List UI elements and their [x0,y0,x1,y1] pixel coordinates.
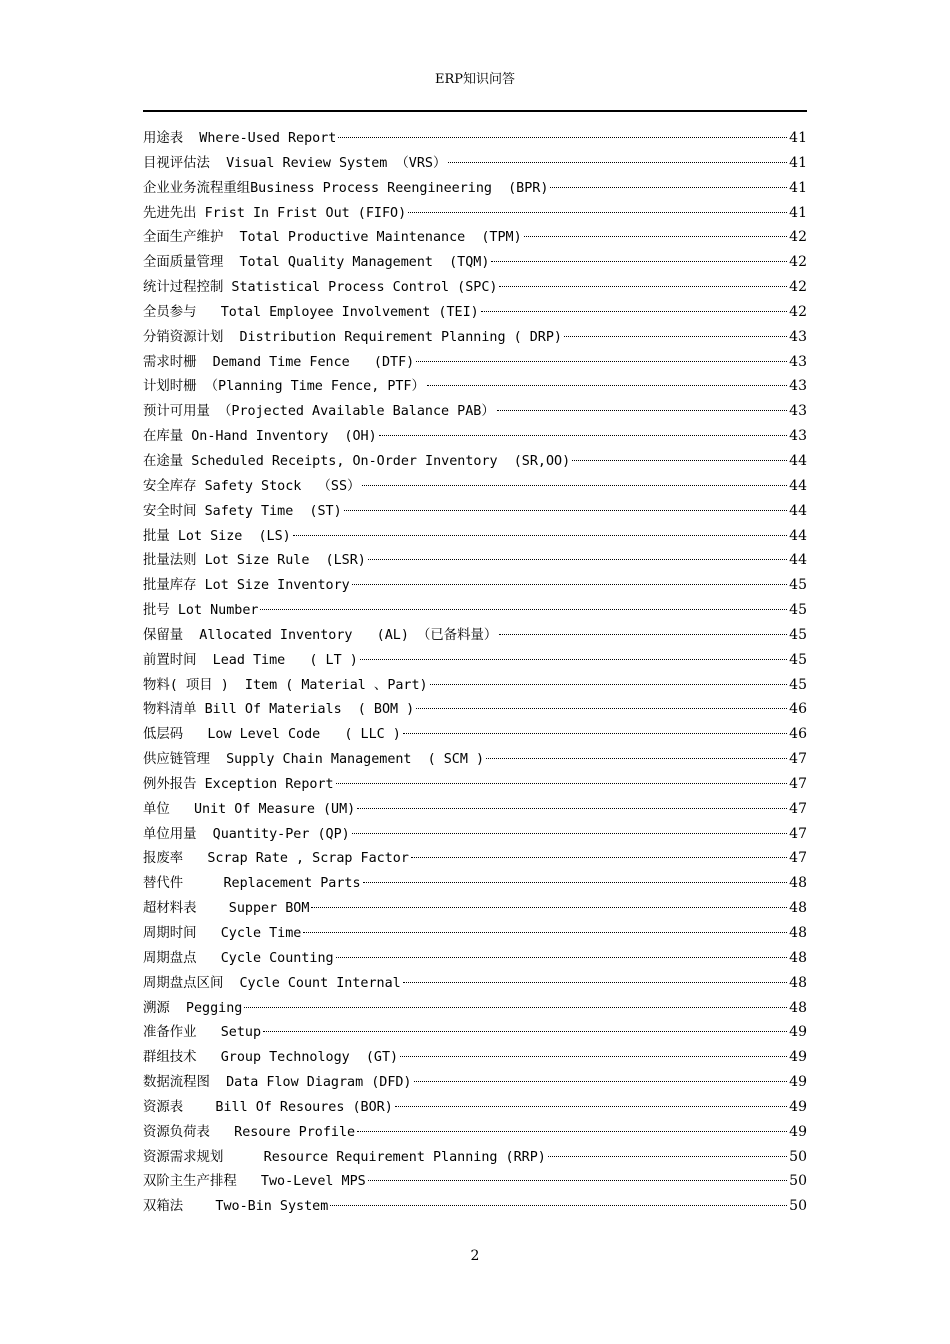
toc-entry[interactable] [143,325,807,350]
toc-entry-page: 48 [789,974,807,991]
toc-entry[interactable] [143,673,807,698]
toc-entry-title: 全员参与 Total Employee Involvement (TEI) [143,304,479,320]
toc-entry-title: 前置时间 Lead Time ( LT ) [143,652,358,668]
toc-entry-page: 49 [789,1074,807,1091]
toc-entry-page: 42 [789,303,807,320]
toc-entry-title: 统计过程控制 Statistical Process Control (SPC) [143,280,498,296]
toc-entry-title: 报废率 Scrap Rate , Scrap Factor [143,851,409,867]
toc-entry[interactable] [143,797,807,822]
toc-entry[interactable] [143,946,807,971]
toc-entry-page: 45 [789,602,807,619]
toc-entry-page: 45 [789,626,807,643]
dot-leader [497,410,787,411]
toc-entry-title: 例外报告 Exception Report [143,776,334,792]
toc-entry-title: 物料清单 Bill Of Materials ( BOM ) [143,702,415,718]
toc-entry-title: 用途表 Where-Used Report [143,131,337,146]
dot-leader [427,385,787,386]
toc-entry-page: 44 [789,552,807,569]
toc-entry[interactable] [143,623,807,648]
dot-leader [572,460,787,461]
dot-leader [368,1180,787,1181]
toc-entry-title: 在途量 Scheduled Receipts, On-Order Inventory (SR,OO) [143,453,571,469]
toc-entry-title: 超材料表 Supper BOM [143,901,310,917]
toc-entry[interactable] [143,275,807,300]
toc-entry[interactable] [143,1095,807,1120]
dot-leader [352,833,787,834]
dot-leader [524,236,788,237]
toc-entry-title: 替代件 Replacement Parts [143,876,361,892]
toc-entry[interactable] [143,846,807,871]
dot-leader [330,1205,787,1206]
dot-leader [362,485,787,486]
toc-entry-page: 41 [789,130,807,146]
dot-leader [357,1131,787,1132]
toc-entry-title: 群组技术 Group Technology (GT) [143,1050,399,1066]
toc-entry-page: 45 [789,676,807,693]
dot-leader [260,609,787,610]
toc-entry-page: 49 [789,1049,807,1066]
toc-entry[interactable] [143,921,807,946]
toc-entry-page: 44 [789,502,807,519]
toc-entry-title: 供应链管理 Supply Chain Management ( SCM ) [143,752,485,768]
toc-entry-page: 43 [789,403,807,420]
dot-leader [491,261,787,262]
dot-leader [363,882,788,883]
toc-entry[interactable] [143,697,807,722]
toc-entry[interactable] [143,474,807,499]
toc-entry[interactable] [143,548,807,573]
toc-entry[interactable] [143,1070,807,1095]
toc-entry-title: 批号 Lot Number [143,603,259,619]
toc-entry[interactable] [143,1169,807,1194]
toc-entry-page: 47 [789,800,807,817]
toc-entry-page: 47 [789,775,807,792]
toc-entry[interactable] [143,374,807,399]
dot-leader [548,1156,787,1157]
toc-entry-title: 全面质量管理 Total Quality Management (TQM) [143,255,490,271]
toc-entry[interactable] [143,424,807,449]
toc-entry-page: 42 [789,229,807,246]
toc-entry-title: 批量库存 Lot Size Inventory [143,578,350,594]
dot-leader [338,137,787,138]
dot-leader [486,758,787,759]
toc-entry[interactable] [143,399,807,424]
toc-entry-page: 48 [789,999,807,1016]
dot-leader [336,783,788,784]
toc-entry-title: 计划时栅 （Planning Time Fence, PTF） [143,379,425,395]
dot-leader [352,584,787,585]
dot-leader [408,212,787,213]
toc-entry-title: 物料( 项目 ) Item ( Material 、Part) [143,677,428,693]
toc-entry-title: 分销资源计划 Distribution Requirement Planning ( DRP) [143,329,562,345]
toc-entry-title: 低层码 Low Level Code ( LLC ) [143,727,401,743]
dot-leader [448,162,787,163]
toc-entry[interactable] [143,598,807,623]
toc-entry[interactable] [143,896,807,921]
toc-entry-title: 资源需求规划 Resource Requirement Planning (RRP) [143,1149,546,1165]
toc-entry-page: 47 [789,850,807,867]
toc-entry-page: 41 [789,179,807,196]
toc-entry[interactable] [143,350,807,375]
toc-entry-page: 45 [789,577,807,594]
toc-entry-title: 先进先出 Frist In Frist Out (FIFO) [143,205,407,221]
toc-entry[interactable] [143,573,807,598]
dot-leader [303,932,787,933]
toc-entry[interactable] [143,772,807,797]
toc-entry-title: 批量 Lot Size (LS) [143,528,291,544]
dot-leader [499,286,787,287]
toc-entry[interactable] [143,722,807,747]
dot-leader [550,187,787,188]
toc-entry-title: 周期盘点 Cycle Counting [143,950,334,966]
toc-entry-title: 批量法则 Lot Size Rule (LSR) [143,553,366,569]
dot-leader [368,559,787,560]
toc-entry-page: 49 [789,1123,807,1140]
dot-leader [344,510,787,511]
toc-entry-page: 48 [789,949,807,966]
dot-leader [400,1056,787,1057]
toc-entry-page: 49 [789,1098,807,1115]
toc-entry-page: 46 [789,701,807,718]
toc-entry-title: 全面生产维护 Total Productive Maintenance (TPM) [143,230,522,246]
toc-entry-page: 48 [789,875,807,892]
toc-entry[interactable] [143,648,807,673]
toc-entry-page: 50 [789,1148,807,1165]
toc-entry[interactable] [143,151,807,176]
dot-leader [403,733,787,734]
toc-entry[interactable] [143,996,807,1021]
toc-entry-title: 安全时间 Safety Time (ST) [143,503,342,519]
toc-entry[interactable] [143,1020,807,1045]
dot-leader [311,907,787,908]
toc-entry[interactable] [143,250,807,275]
toc-entry-page: 45 [789,651,807,668]
toc-entry-page: 50 [789,1173,807,1190]
toc-entry-title: 安全库存 Safety Stock （SS） [143,478,361,494]
toc-entry-title: 双箱法 Two-Bin System [143,1199,329,1215]
toc-entry-page: 43 [789,428,807,445]
toc-entry-page: 43 [789,353,807,370]
dot-leader [416,361,787,362]
toc-entry-page: 48 [789,900,807,917]
table-of-contents [143,126,807,1219]
dot-leader [430,684,788,685]
running-header: ERP知识问答 [434,72,516,87]
toc-entry[interactable] [143,524,807,549]
toc-entry-page: 44 [789,452,807,469]
toc-entry-page: 46 [789,726,807,743]
toc-entry-title: 预计可用量 （Projected Available Balance PAB） [143,404,495,420]
toc-entry-title: 资源负荷表 Resoure Profile [143,1124,356,1140]
toc-entry[interactable] [143,300,807,325]
dot-leader [403,982,787,983]
toc-entry[interactable] [143,1045,807,1070]
toc-entry[interactable] [143,1120,807,1145]
toc-entry[interactable] [143,971,807,996]
dot-leader [357,808,787,809]
page-number: 2 [470,1248,480,1264]
toc-entry-title: 周期盘点区间 Cycle Count Internal [143,975,401,991]
toc-entry-title: 单位用量 Quantity-Per (QP) [143,826,350,842]
dot-leader [411,857,787,858]
toc-entry[interactable] [143,126,807,151]
dot-leader [414,1081,788,1082]
toc-entry-page: 47 [789,825,807,842]
dot-leader [360,659,787,660]
toc-entry-page: 47 [789,751,807,768]
toc-entry-title: 目视评估法 Visual Review System （VRS） [143,155,447,171]
toc-entry[interactable] [143,822,807,847]
toc-entry-title: 溯源 Pegging [143,1000,243,1016]
toc-entry-title: 资源表 Bill Of Resoures (BOR) [143,1099,393,1115]
dot-leader [293,535,787,536]
dot-leader [263,1031,787,1032]
toc-entry-page: 50 [789,1198,807,1215]
toc-entry-page: 48 [789,925,807,941]
toc-entry[interactable] [143,1194,807,1219]
toc-entry[interactable] [143,747,807,772]
toc-entry[interactable] [143,225,807,250]
toc-entry-title: 周期时间 Cycle Time [143,926,302,941]
toc-entry-page: 49 [789,1024,807,1041]
dot-leader [336,957,788,958]
dot-leader [416,708,787,709]
dot-leader [244,1007,787,1008]
toc-entry-page: 43 [789,328,807,345]
toc-entry[interactable] [143,871,807,896]
toc-entry-page: 44 [789,527,807,544]
toc-entry-page: 41 [789,204,807,221]
toc-entry-title: 保留量 Allocated Inventory (AL) （已备料量） [143,627,498,643]
toc-entry-title: 准备作业 Setup [143,1025,262,1041]
toc-entry[interactable] [143,201,807,226]
toc-entry-page: 41 [789,154,807,171]
toc-entry-page: 42 [789,279,807,296]
dot-leader [564,336,787,337]
toc-entry-title: 双阶主生产排程 Two-Level MPS [143,1174,366,1190]
toc-entry-title: 数据流程图 Data Flow Diagram (DFD) [143,1075,412,1091]
toc-entry[interactable] [143,499,807,524]
toc-entry[interactable] [143,449,807,474]
toc-entry-title: 在库量 On-Hand Inventory (OH) [143,429,377,445]
dot-leader [379,435,788,436]
header-rule [143,110,807,112]
toc-entry[interactable] [143,176,807,201]
toc-entry[interactable] [143,1145,807,1170]
dot-leader [499,634,787,635]
toc-entry-page: 43 [789,378,807,395]
toc-entry-title: 企业业务流程重组Business Process Reengineering (BPR) [143,180,549,196]
toc-entry-page: 44 [789,477,807,494]
toc-entry-title: 单位 Unit Of Measure (UM) [143,801,356,817]
dot-leader [481,311,787,312]
dot-leader [395,1106,787,1107]
toc-entry-page: 42 [789,254,807,271]
toc-entry-title: 需求时栅 Demand Time Fence (DTF) [143,354,415,370]
